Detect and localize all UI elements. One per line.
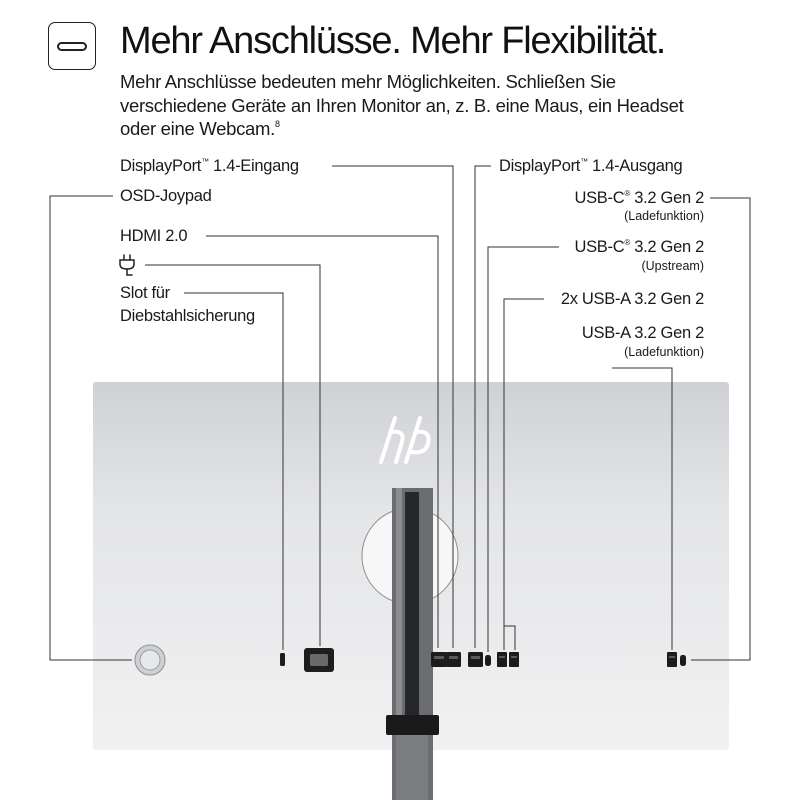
- hp-logo: [381, 418, 429, 462]
- trademark-mark: ™: [580, 157, 588, 166]
- trademark-mark: ™: [201, 157, 209, 166]
- label-text: DisplayPort: [499, 157, 581, 175]
- label-usb-a-charge: USB-A 3.2 Gen 2: [581, 324, 704, 342]
- displayport-in-port: [446, 652, 461, 667]
- displayport-out-port: [468, 652, 483, 667]
- registered-mark: ®: [624, 189, 630, 198]
- footnote-marker: 8: [274, 119, 280, 129]
- label-text: 3.2 Gen 2: [629, 238, 704, 256]
- label-osd-joypad: OSD-Joypad: [120, 187, 212, 205]
- power-port: [304, 648, 334, 672]
- hdmi-port: [431, 652, 447, 667]
- leader-usb-c-upstream: [488, 247, 559, 652]
- label-text: USB-C: [574, 238, 625, 256]
- label-hdmi: HDMI 2.0: [120, 227, 188, 245]
- label-text: DisplayPort: [120, 157, 202, 175]
- leader-displayport-out: [475, 166, 491, 648]
- usb-a-port-2: [509, 652, 519, 667]
- label-lock-line1: Slot für: [120, 284, 170, 302]
- stand-clip: [386, 715, 439, 735]
- label-usb-c-charge-sub: (Ladefunktion): [624, 209, 704, 223]
- stand-bottom: [396, 735, 428, 800]
- leader-usb-a-2x: [504, 299, 544, 650]
- label-usb-c-charge: [574, 188, 704, 208]
- registered-mark: ®: [624, 238, 630, 247]
- label-text: USB-C: [574, 189, 625, 207]
- power-plug-icon: [118, 254, 142, 278]
- label-text: 3.2 Gen 2: [629, 189, 704, 207]
- leader-lock: [184, 293, 283, 650]
- usb-c-upstream-port: [485, 655, 491, 666]
- usb-a-port-1: [497, 652, 507, 667]
- label-displayport-out: [499, 156, 682, 176]
- osd-joypad: [135, 645, 165, 675]
- label-usb-a-charge-sub: (Ladefunktion): [624, 345, 704, 359]
- label-displayport-in: [120, 156, 299, 176]
- page-title: Mehr Anschlüsse. Mehr Flexibilität.: [120, 20, 666, 62]
- label-lock-line2: Diebstahlsicherung: [120, 307, 255, 325]
- label-text: 1.4-Eingang: [208, 157, 299, 175]
- description-text: Mehr Anschlüsse bedeuten mehr Möglichkeiten. Schließen Sie verschiedene Geräte an Ihren Monitor an, z. B. eine Maus, ein Headset oder eine Webcam.: [120, 71, 684, 139]
- usb-a-charge-port: [667, 652, 677, 667]
- lock-slot: [280, 653, 285, 666]
- label-usb-c-upstream-sub: (Upstream): [641, 259, 704, 273]
- label-text: 1.4-Ausgang: [587, 157, 683, 175]
- usb-c-charge-port: [680, 655, 686, 666]
- rear-ports: [431, 652, 686, 667]
- label-usb-a-2x: 2x USB-A 3.2 Gen 2: [560, 290, 704, 308]
- label-usb-c-upstream: [574, 237, 704, 257]
- leader-usb-a-charge: [612, 368, 672, 650]
